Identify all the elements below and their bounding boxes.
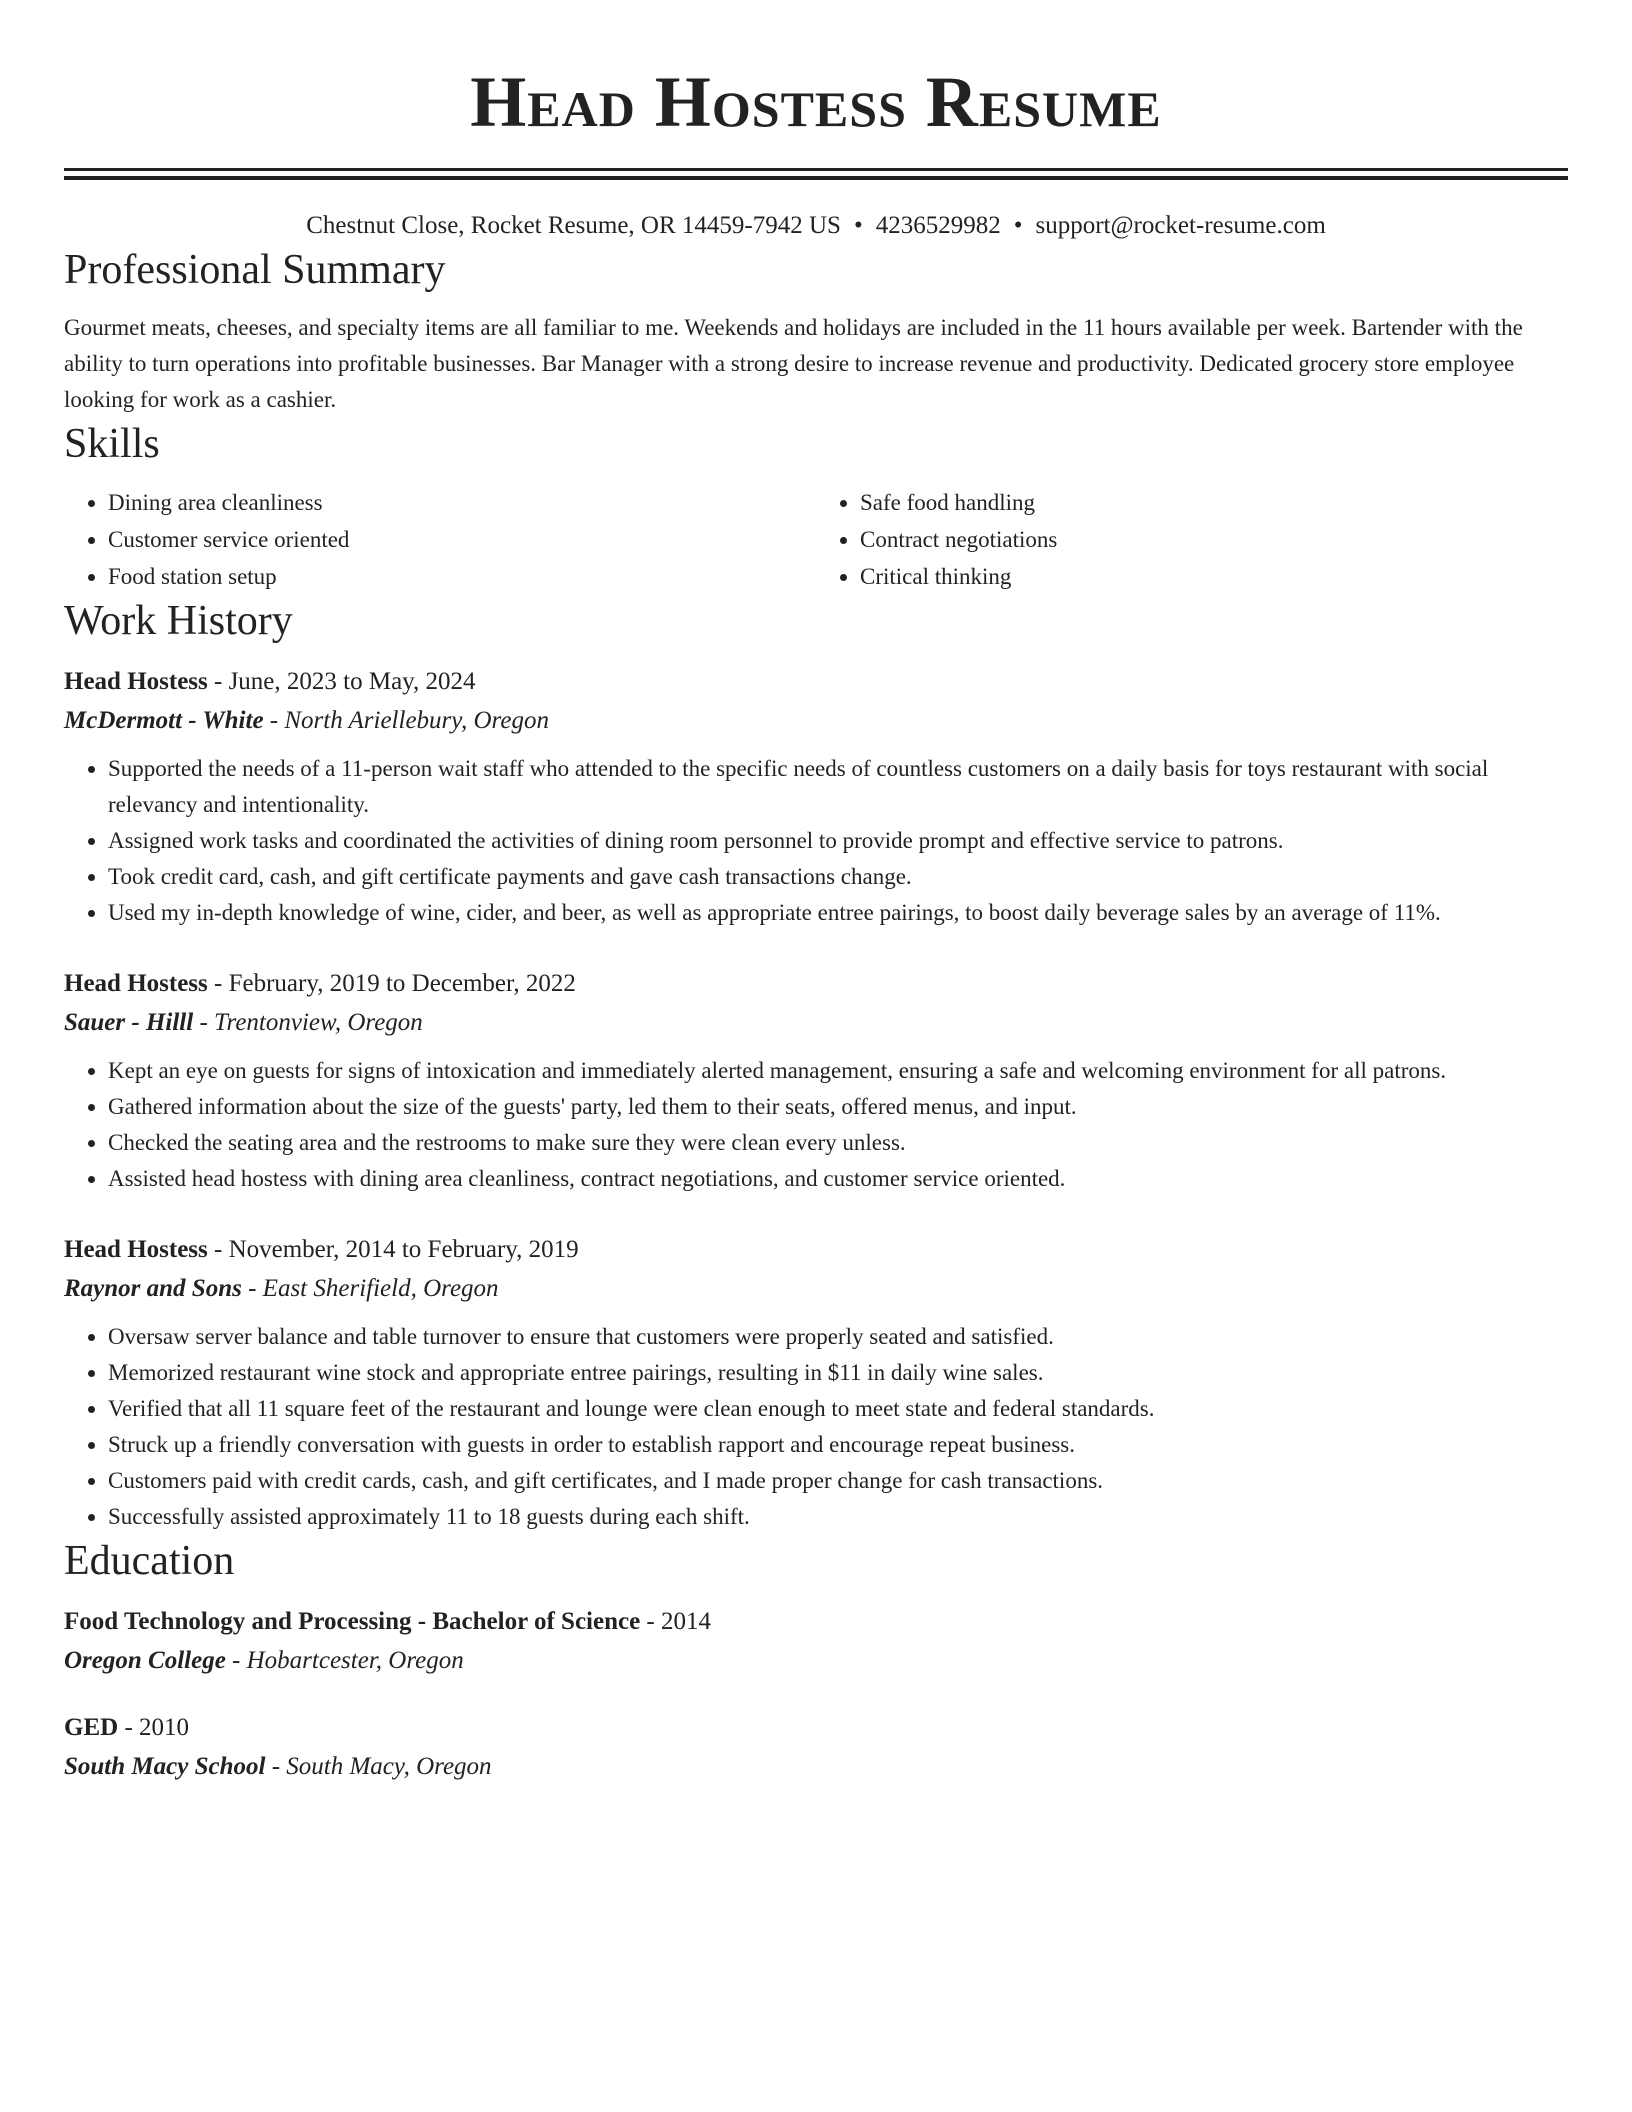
education-entry [64,1603,1568,1681]
job-duties [64,751,1568,931]
skill-item: • Customer service oriented [108,521,816,558]
title-divider [64,168,1568,180]
contact-line [64,208,1568,244]
contact-separator: • [853,212,863,239]
job-duties [64,1319,1568,1535]
page-title: Head Hostess Resume [470,62,1162,142]
degree-year: - 2010 [118,1714,190,1741]
employer-line [64,701,1568,741]
contact-phone: 4236529982 [875,212,1001,239]
duty-item: • Verified that all 11 square feet of the restaurant and lounge were clean enough to meet state and federal standards. [108,1391,1568,1427]
job-entry [64,663,1568,931]
degree-line [64,1709,1568,1747]
employer-location: - Trentonview, Oregon [193,1009,423,1036]
job-entry [64,1231,1568,1535]
employer-name: Raynor and Sons [64,1275,242,1302]
job-entry [64,965,1568,1197]
duty-item: • Gathered information about the size of the guests' party, led them to their seats, offered menus, and input. [108,1089,1568,1125]
degree-year: - 2014 [640,1608,711,1635]
duty-item: • Oversaw server balance and table turnover to ensure that customers were properly seated and satisfied. [108,1319,1568,1355]
school-name: Oregon College [64,1647,226,1674]
skill-item: • Critical thinking [860,558,1568,595]
summary-text: Gourmet meats, cheeses, and specialty items are all familiar to me. Weekends and holidays are included in the 11 hours available per week. Bartender with the ability to turn operations into profitable businesses. Bar Manager with a strong desire to increase revenue and productivity. Dedicated grocery store employee looking for work as a cashier. [64,315,1523,412]
duty-item: • Customers paid with credit cards, cash, and gift certificates, and I made proper change for cash transactions. [108,1463,1568,1499]
school-name: South Macy School [64,1753,266,1780]
job-title-line [64,1231,1568,1269]
employer-name: Sauer - Hilll [64,1009,194,1036]
education-entry [64,1709,1568,1787]
duty-item: • Assigned work tasks and coordinated the activities of dining room personnel to provide prompt and effective service to patrons. [108,823,1568,859]
duty-item: • Successfully assisted approximately 11 to 18 guests during each shift. [108,1499,1568,1535]
employer-location: - North Ariellebury, Oregon [263,707,549,734]
school-location: - South Macy, Oregon [265,1753,492,1780]
skill-item: • Safe food handling [860,484,1568,521]
job-dates: - November, 2014 to February, 2019 [207,1236,579,1263]
employer-location: - East Sherifield, Oregon [241,1275,499,1302]
contact-address: Chestnut Close, Rocket Resume, OR 14459-7942 US [306,212,841,239]
duty-item: • Kept an eye on guests for signs of intoxication and immediately alerted management, ensuring a safe and welcoming environment for all patrons. [108,1053,1568,1089]
school-location: - Hobartcester, Oregon [225,1647,464,1674]
job-dates: - June, 2023 to May, 2024 [207,668,476,695]
skill-item: • Food station setup [108,558,816,595]
job-title: Head Hostess [64,1236,208,1263]
job-dates: - February, 2019 to December, 2022 [207,970,576,997]
summary-heading: Professional Summary [64,247,446,293]
job-title-line [64,663,1568,701]
job-title: Head Hostess [64,970,208,997]
duty-item: • Checked the seating area and the restrooms to make sure they were clean every unless. [108,1125,1568,1161]
duty-item: • Took credit card, cash, and gift certificate payments and gave cash transactions change. [108,859,1568,895]
degree-line [64,1603,1568,1641]
degree-name: GED [64,1714,119,1741]
employer-line [64,1003,1568,1043]
degree-name: Food Technology and Processing - Bachelor of Science [64,1608,641,1635]
job-title-line [64,965,1568,1003]
duty-item: • Used my in-depth knowledge of wine, cider, and beer, as well as appropriate entree pairings, to boost daily beverage sales by an average of 11%. [108,895,1568,931]
skills-column-right [816,484,1568,595]
work-history-heading: Work History [64,598,293,644]
duty-item: • Struck up a friendly conversation with guests in order to establish rapport and encourage repeat business. [108,1427,1568,1463]
skills-list [64,484,1568,595]
skill-item: • Contract negotiations [860,521,1568,558]
duty-item: • Supported the needs of a 11-person wait staff who attended to the specific needs of countless customers on a daily basis for toys restaurant with social relevancy and intentionality. [108,751,1568,823]
job-duties [64,1053,1568,1197]
school-line [64,1641,1568,1681]
skills-column-left [64,484,816,595]
skill-item: • Dining area cleanliness [108,484,816,521]
duty-item: • Assisted head hostess with dining area cleanliness, contract negotiations, and customer service oriented. [108,1161,1568,1197]
employer-name: McDermott - White [64,707,264,734]
skills-heading: Skills [64,421,160,467]
employer-line [64,1269,1568,1309]
contact-separator: • [1013,212,1023,239]
duty-item: • Memorized restaurant wine stock and appropriate entree pairings, resulting in $11 in daily wine sales. [108,1355,1568,1391]
school-line [64,1747,1568,1787]
contact-email: support@rocket-resume.com [1035,212,1326,239]
education-heading: Education [64,1538,235,1584]
job-title: Head Hostess [64,668,208,695]
